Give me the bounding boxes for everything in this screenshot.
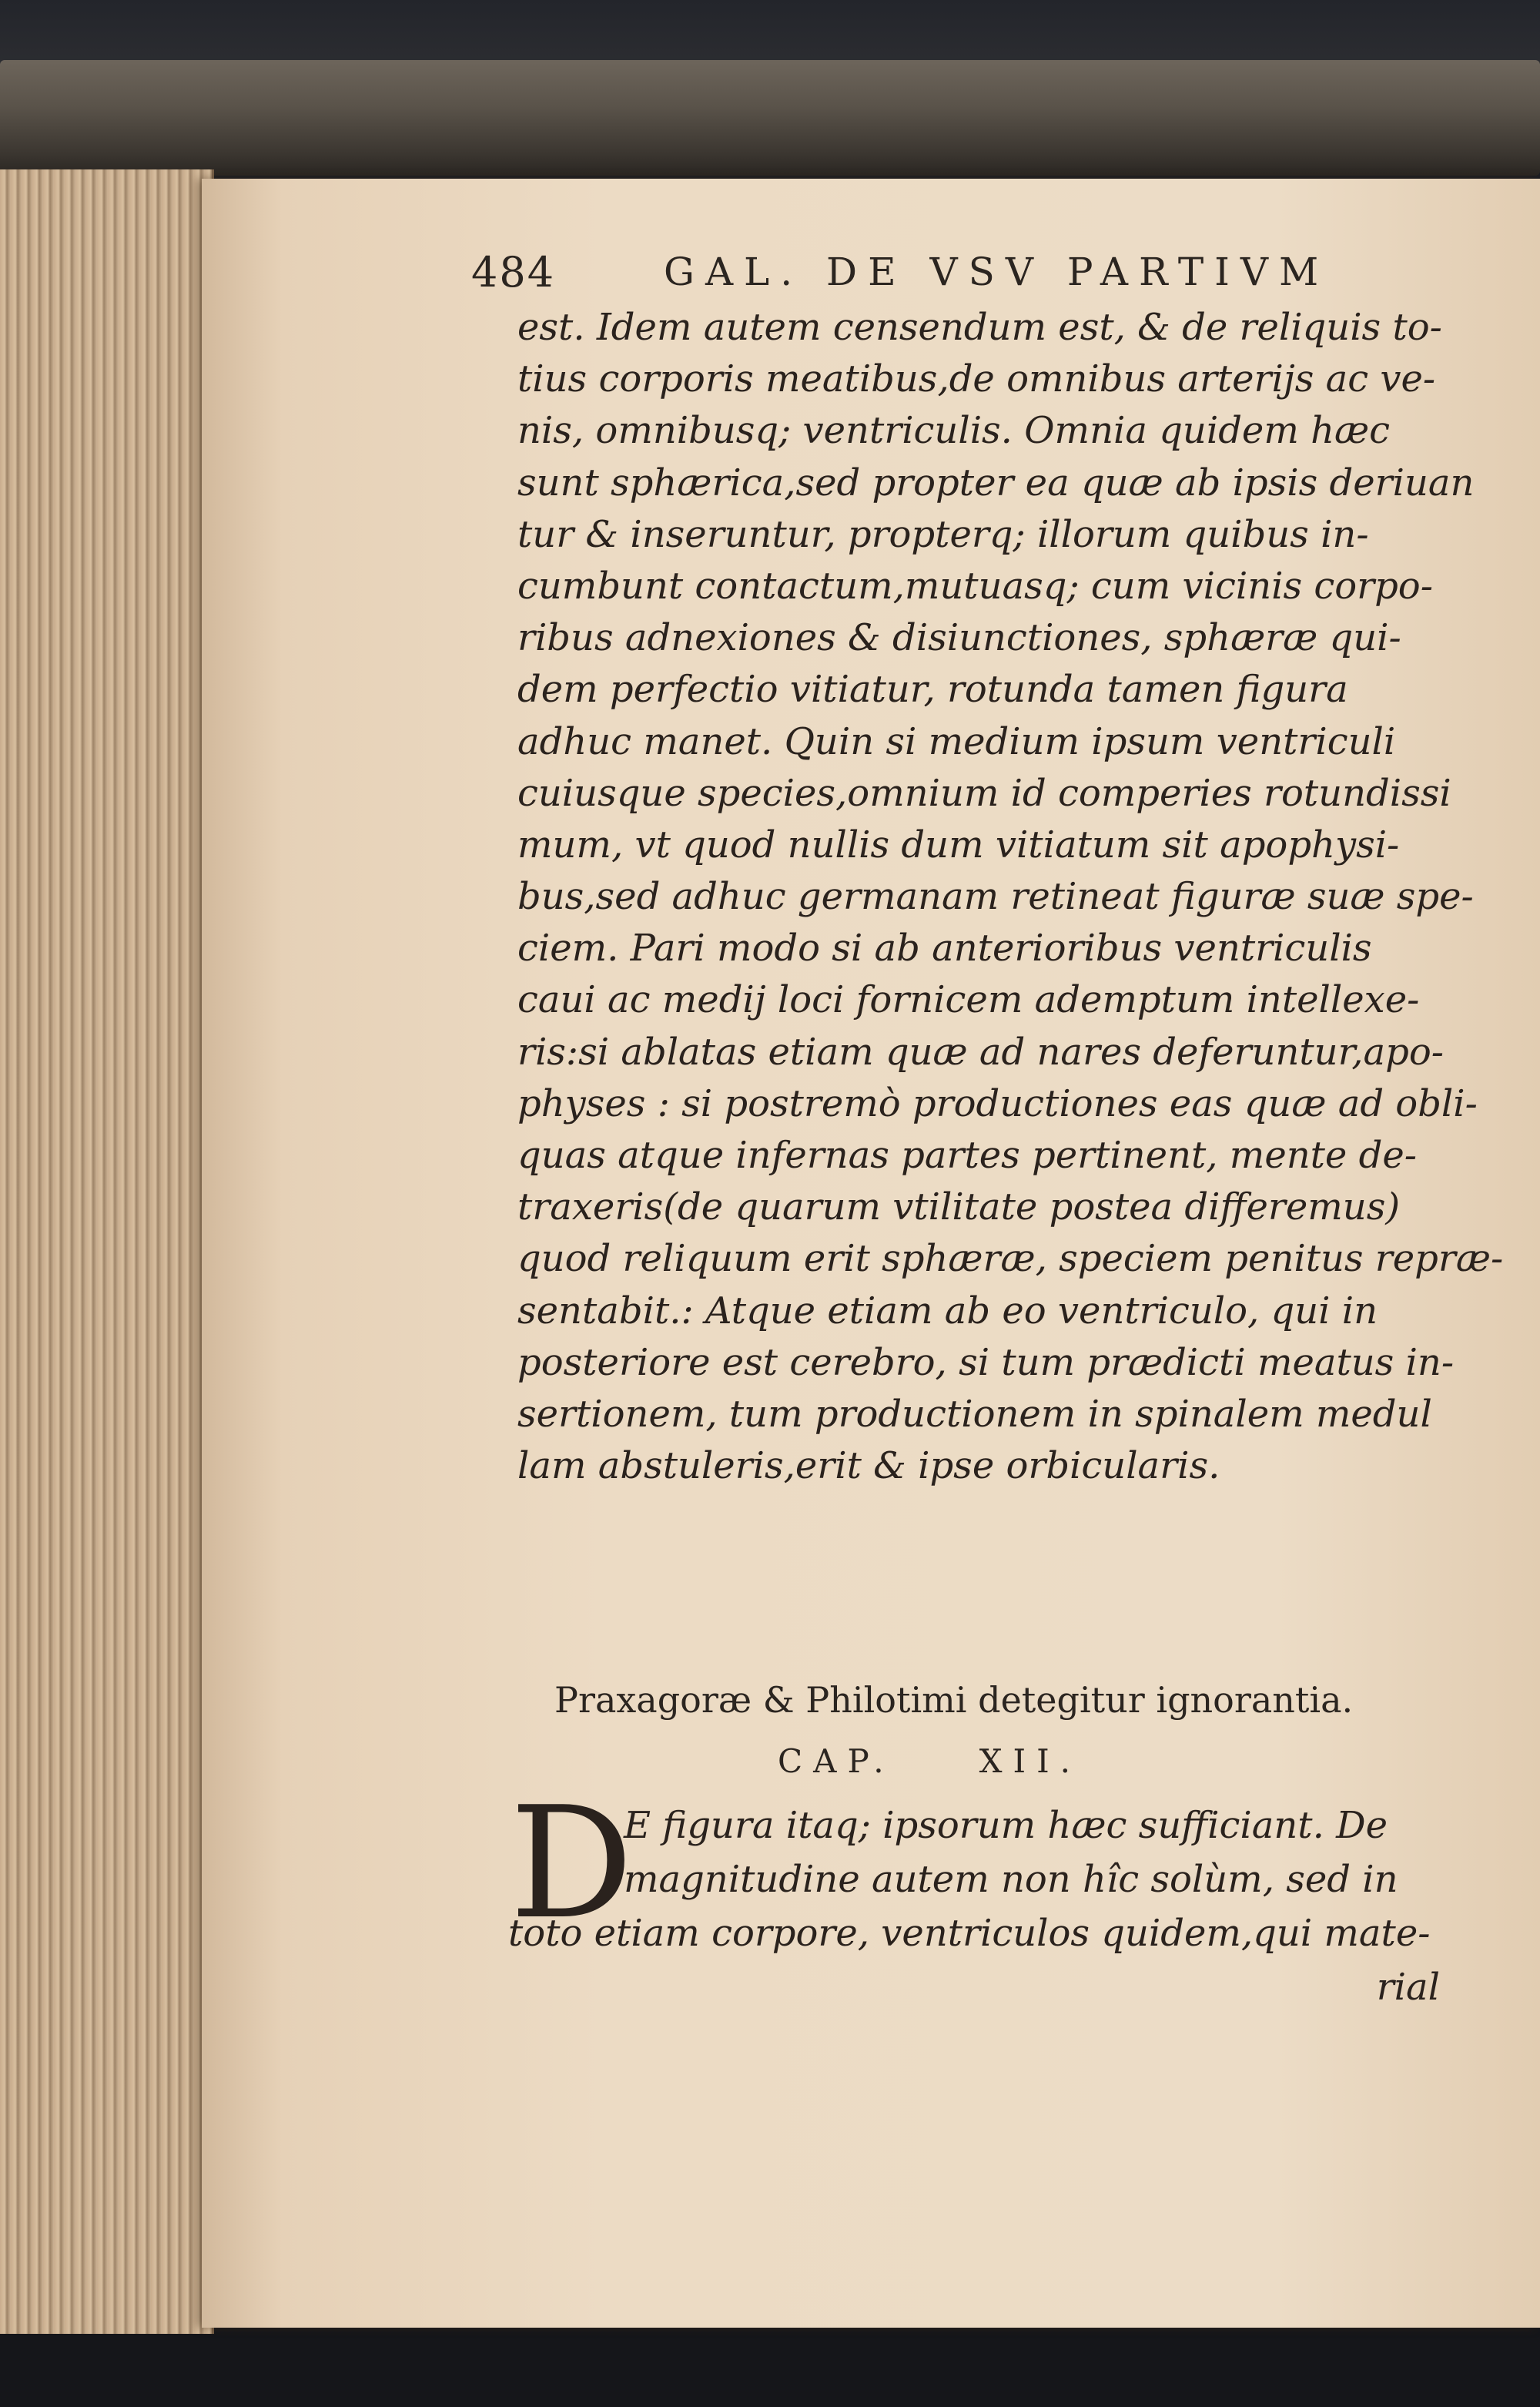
page-number: 484: [471, 248, 556, 297]
text-line: traxeris(de quarum vtilitate postea differemus): [517, 1185, 1401, 1229]
text-line: sertionem, tum productionem in spinalem medul: [517, 1392, 1432, 1436]
text-line: sentabit.: Atque etiam ab eo ventriculo, qui in: [517, 1289, 1378, 1333]
text-line: ciem. Pari modo si ab anterioribus ventriculis: [517, 927, 1372, 971]
background-top: [0, 0, 1540, 69]
text-line: tur & inseruntur, propterq; illorum quibus in-: [517, 512, 1369, 556]
text-line: toto etiam corpore, ventriculos quidem,qui mate-: [508, 1912, 1431, 1955]
text-line: magnitudine autem non hîc solùm, sed in: [624, 1858, 1398, 1901]
text-line: cuiusque species,omnium id comperies rotundissi: [517, 771, 1451, 815]
text-line: physes : si postremò productiones eas quæ ad obli-: [517, 1081, 1478, 1125]
text-line: cumbunt contactum,mutuasq; cum vicinis corpo-: [517, 564, 1433, 608]
text-line: sunt sphærica,sed propter ea quæ ab ipsis deriuan: [517, 461, 1475, 505]
text-line: bus,sed adhuc germanam retineat figuræ suæ spe-: [517, 875, 1474, 919]
page-edges: [0, 169, 214, 2334]
chapter-text: [508, 1799, 1486, 2014]
chapter-label: CAP.: [778, 1742, 895, 1780]
text-line: E figura itaq; ipsorum hæc sufficiant. De: [624, 1804, 1388, 1847]
text-line: posteriore est cerebro, si tum prædicti meatus in-: [517, 1340, 1455, 1384]
running-title: GAL. DE VSV PARTIVM: [664, 250, 1330, 294]
drop-cap: D: [510, 1774, 634, 1953]
text-line: ris:si ablatas etiam quæ ad nares deferuntur,apo-: [517, 1030, 1444, 1074]
text-line: caui ac medij loci fornicem ademptum intellexe-: [517, 978, 1420, 1022]
text-line: ribus adnexiones & disiunctiones, sphæræ qui-: [517, 616, 1401, 660]
text-line: lam abstuleris,erit & ipse orbicularis.: [517, 1444, 1220, 1488]
text-line: quod reliquum erit sphæræ, speciem penitus repræ-: [517, 1237, 1504, 1281]
chapter-number: [778, 1742, 1081, 1780]
text-line: dem perfectio vitiatur, rotunda tamen figura: [517, 668, 1348, 712]
text-line: adhuc manet. Quin si medium ipsum ventriculi: [517, 719, 1396, 763]
text-line: quas atque infernas partes pertinent, mente de-: [517, 1134, 1417, 1177]
text-line: nis, omnibusq; ventriculis. Omnia quidem hæc: [517, 409, 1391, 453]
text-line: mum, vt quod nullis dum vitiatum sit apophysi-: [517, 823, 1400, 867]
book-cover-edge: [0, 60, 1540, 176]
text-line: est. Idem autem censendum est, & de reliquis to-: [517, 306, 1442, 349]
chapter-roman-numeral: XII.: [979, 1742, 1082, 1780]
chapter-heading: Praxagoræ & Philotimi detegitur ignorantia.: [554, 1679, 1354, 1721]
catchword: rial: [1376, 1966, 1440, 2009]
text-line: tius corporis meatibus,de omnibus arterijs ac ve-: [517, 357, 1436, 401]
running-head: [471, 240, 1357, 302]
body-text: [517, 302, 1504, 1492]
background-bottom: [0, 2326, 1540, 2407]
